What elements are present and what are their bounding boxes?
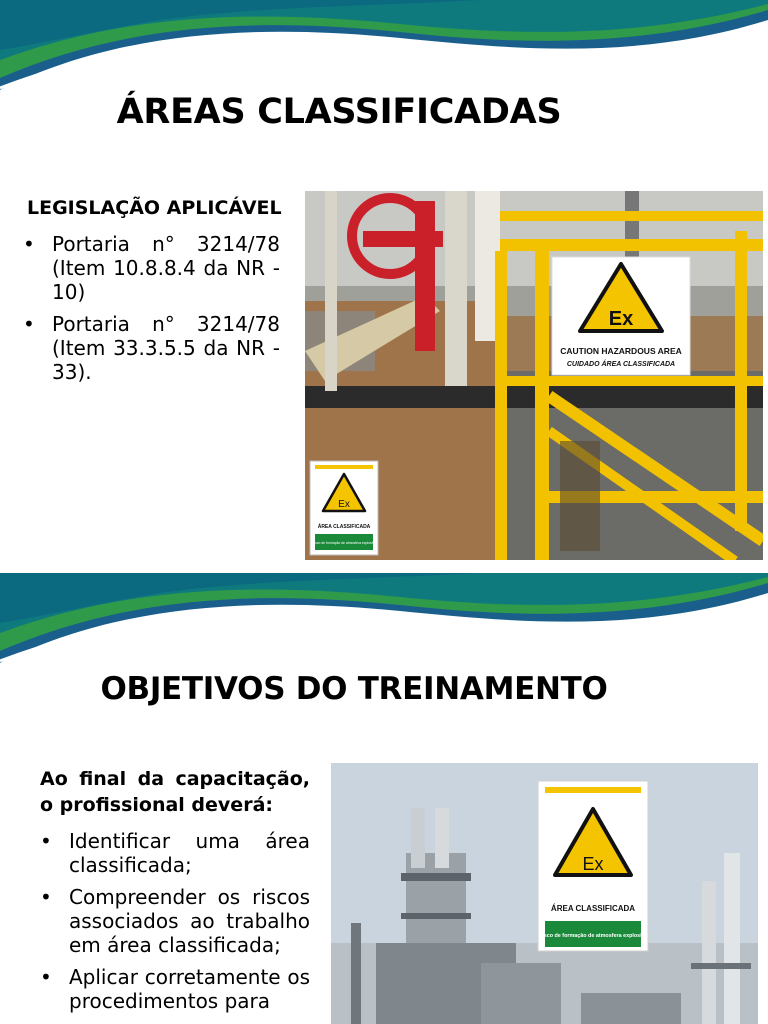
slide-objetivos-do-treinamento xyxy=(0,573,768,1024)
refinery-photo xyxy=(331,763,758,1024)
sign-ex-symbol: Ex xyxy=(608,308,634,330)
section-heading: LEGISLAÇÃO APLICÁVEL xyxy=(27,197,282,219)
sign-note: Risco de formação de atmosfera explosiva xyxy=(538,933,648,939)
objectives-list xyxy=(40,829,310,1021)
list-item: • Identificar uma área classificada; xyxy=(40,829,310,877)
small-sign-ex-symbol: Ex xyxy=(338,499,350,510)
sign-caption: ÁREA CLASSIFICADA xyxy=(550,904,636,913)
sign-caption-pt: CUIDADO ÁREA CLASSIFICADA xyxy=(566,361,676,368)
list-item: • Compreender os riscos associados ao trabalho em área classificada; xyxy=(40,885,310,957)
section-intro: Ao final da capacitação, o profissional deverá: xyxy=(40,768,310,816)
sign-ex-symbol: Ex xyxy=(582,854,604,874)
list-item: • Aplicar corretamente os procedimentos para xyxy=(40,965,310,1013)
hazardous-area-illustration xyxy=(305,191,763,560)
header-wave-decoration xyxy=(0,0,768,95)
page-title: ÁREAS CLASSIFICADAS xyxy=(116,92,562,132)
sign-caption-en: CAUTION HAZARDOUS AREA xyxy=(560,346,682,356)
small-sign-caption: ÁREA CLASSIFICADA xyxy=(317,524,371,530)
page-title: OBJETIVOS DO TREINAMENTO xyxy=(100,671,608,707)
list-item: • Portaria n° 3214/78 (Item 33.3.5.5 da NR - 33). xyxy=(23,312,280,384)
list-item: • Portaria n° 3214/78 (Item 10.8.8.4 da NR - 10) xyxy=(23,232,280,304)
legislation-list xyxy=(23,232,280,392)
header-wave-decoration xyxy=(0,573,768,668)
small-sign-note: Risco de formação de atmosfera explosiva xyxy=(311,541,377,545)
hazardous-area-photo xyxy=(305,191,763,560)
refinery-illustration xyxy=(331,763,758,1024)
